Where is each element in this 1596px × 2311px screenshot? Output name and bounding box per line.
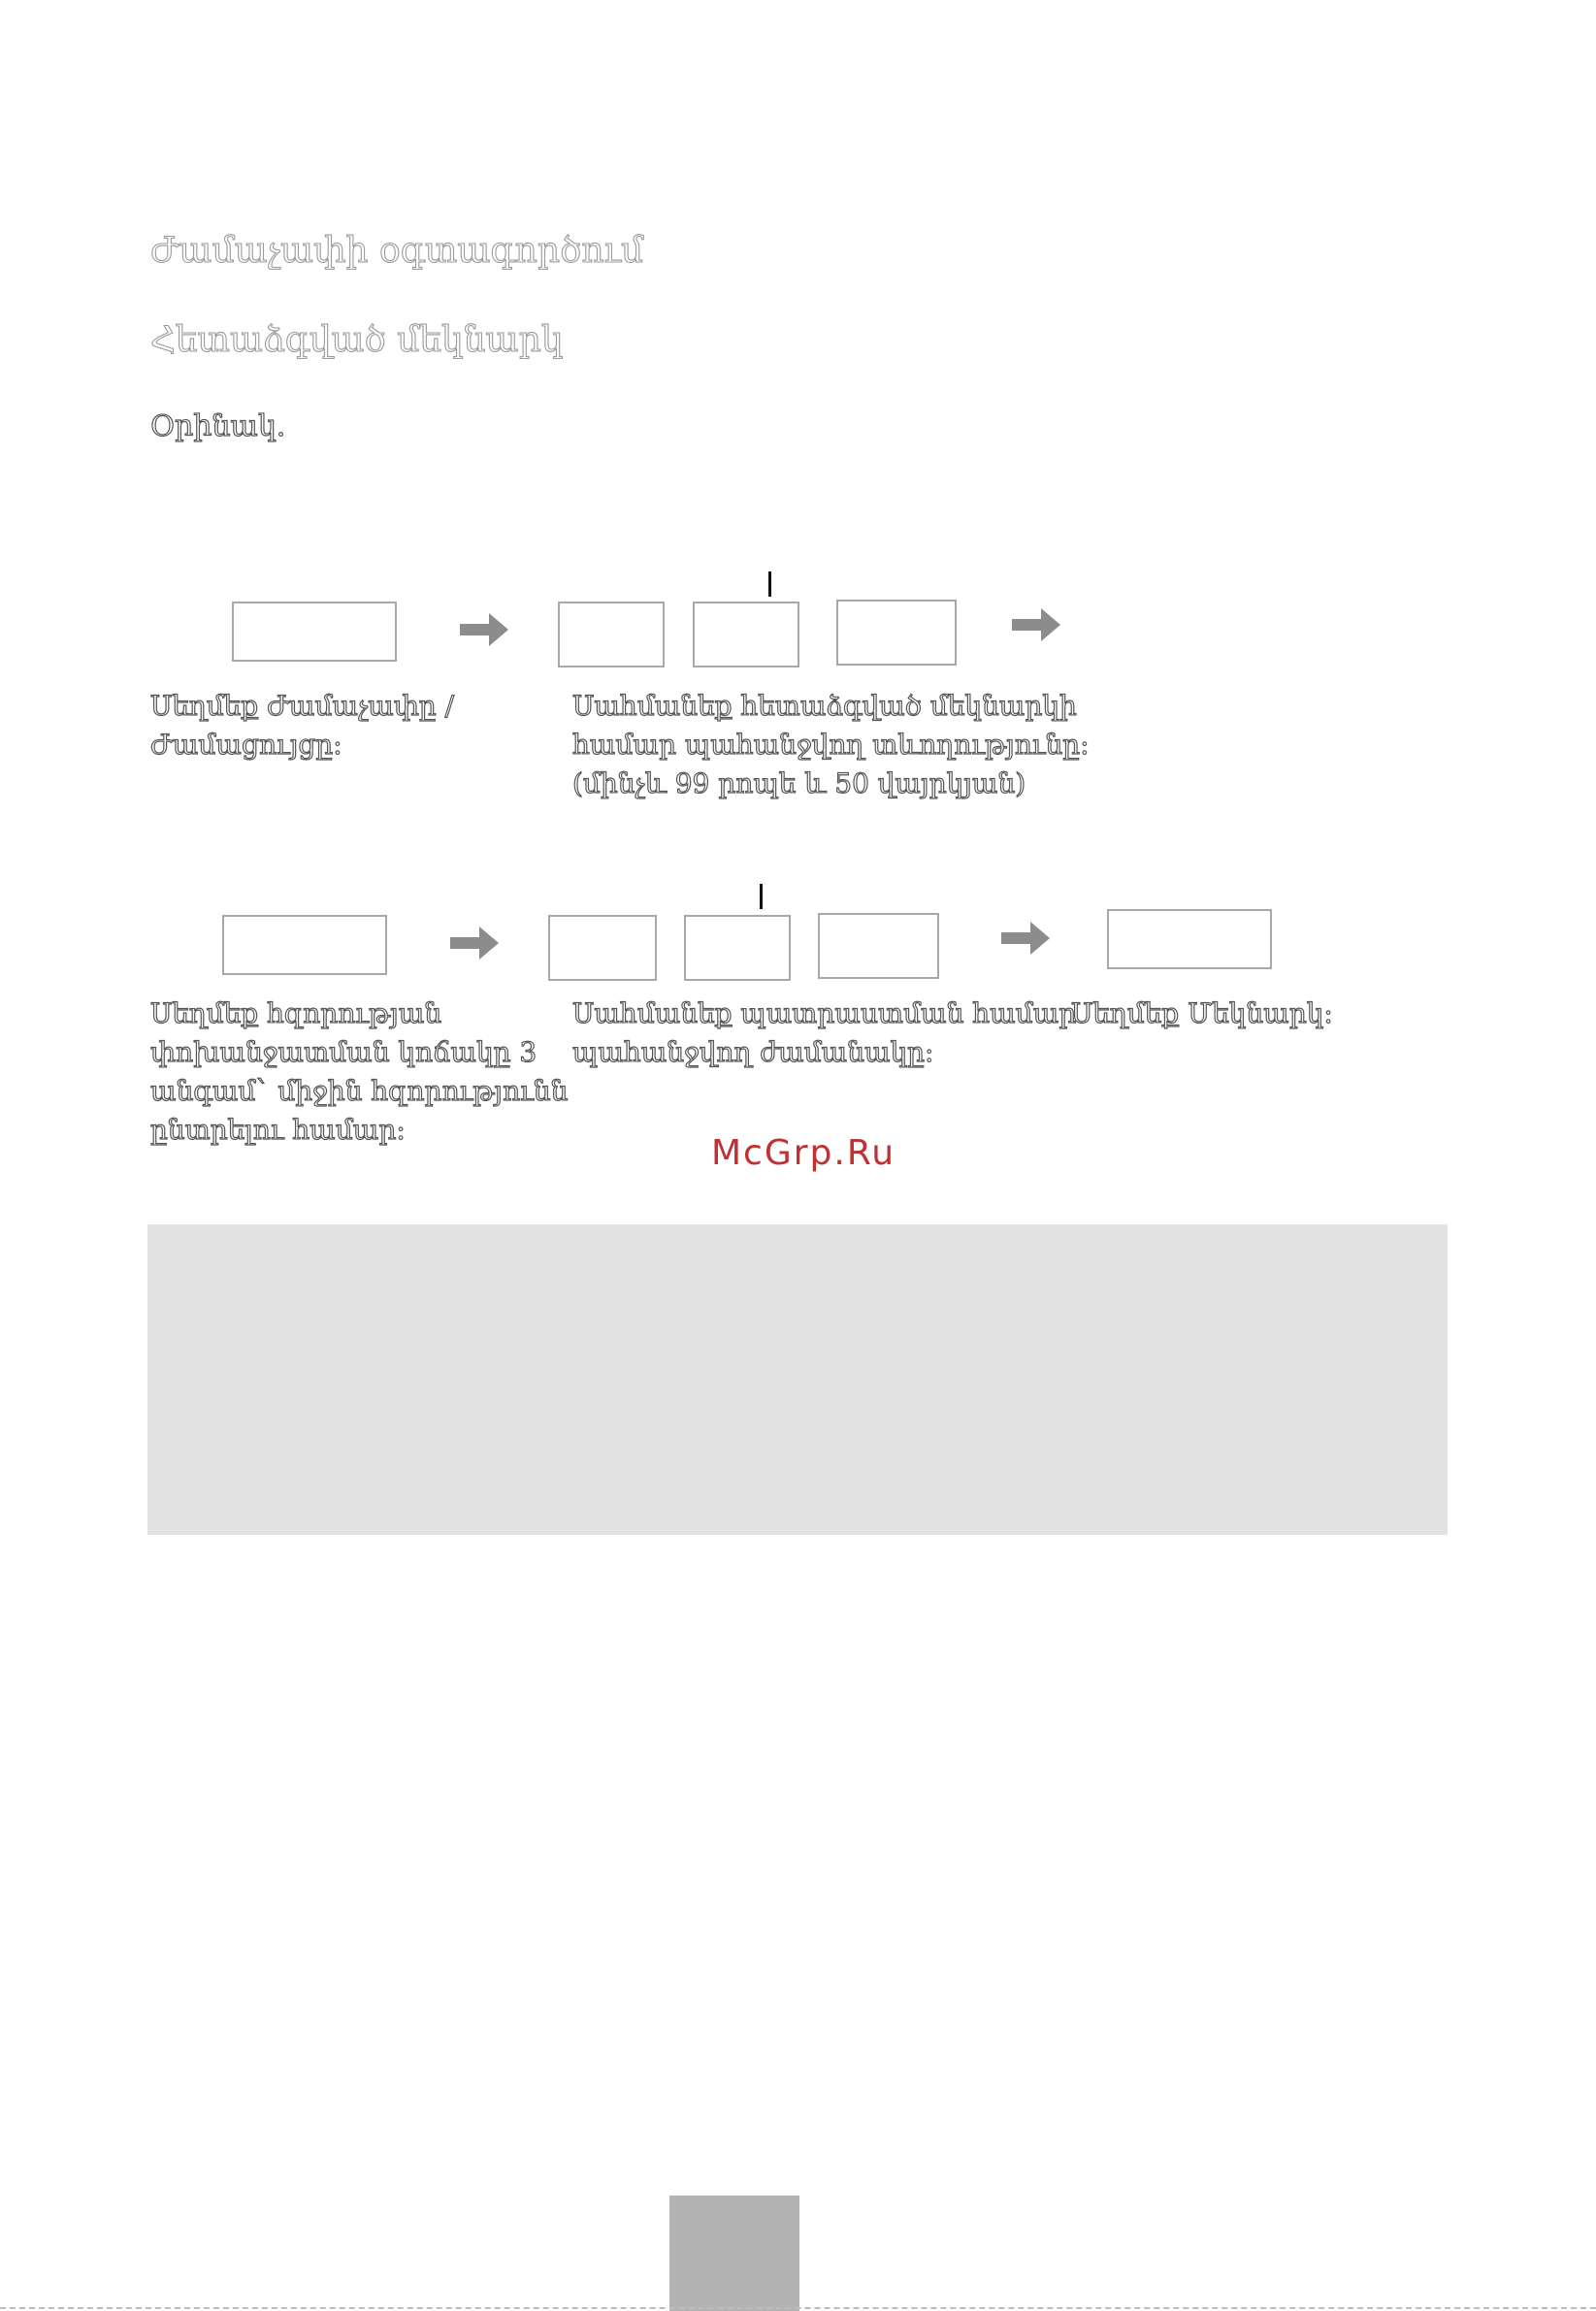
power-button-illustration xyxy=(222,915,387,975)
row2-step1-caption xyxy=(150,994,568,1150)
dial-illustration-2 xyxy=(693,602,799,667)
page-edge-divider xyxy=(0,2307,1596,2309)
caption-line: Ժամացույցը: xyxy=(150,729,342,761)
row2-step2-caption xyxy=(572,994,1076,1072)
note-panel xyxy=(147,1224,1448,1535)
dial-illustration-3 xyxy=(548,915,657,981)
timer-button-illustration xyxy=(232,602,397,662)
arrow-right-icon xyxy=(1001,922,1052,955)
dial-illustration-1 xyxy=(558,602,665,667)
example-label: Օրինակ. xyxy=(150,409,286,443)
caption-line: անգամ` միջին հզորությունն xyxy=(150,1075,569,1107)
caption-line: ընտրելու համար: xyxy=(150,1114,406,1146)
caption-line: պահանջվող ժամանակը: xyxy=(572,1036,934,1068)
caption-line: համար պահանջվող տևողությունը: xyxy=(572,729,1090,761)
cursor-marker xyxy=(760,884,763,909)
row1-step1-caption xyxy=(150,687,454,765)
caption-line: փոխանջատման կոճակը 3 xyxy=(150,1036,537,1068)
row2-step3-caption xyxy=(1071,994,1333,1033)
page-number-tab xyxy=(669,2196,799,2311)
caption-line: Սահմանեք պատրաստման համար xyxy=(572,997,1077,1029)
watermark: McGrp.Ru xyxy=(710,1133,896,1173)
row1-step2-caption xyxy=(572,687,1090,803)
section-title: Ժամաչափի օգտագործում xyxy=(150,231,644,271)
subsection-title: Հետաձգված մեկնարկ xyxy=(150,320,564,360)
caption-line: Սեղմեք հզորության xyxy=(150,997,442,1029)
arrow-right-icon xyxy=(460,613,510,646)
cursor-marker xyxy=(768,571,771,597)
caption-line: Սահմանեք հետաձգված մեկնարկի xyxy=(572,690,1077,722)
arrow-right-icon xyxy=(1012,608,1062,641)
display-illustration xyxy=(836,600,957,666)
start-button-illustration xyxy=(1107,909,1272,969)
arrow-right-icon xyxy=(450,927,501,960)
display-illustration-2 xyxy=(818,913,939,979)
dial-illustration-4 xyxy=(684,915,791,981)
caption-line: Սեղմեք Ժամաչափը / xyxy=(150,690,455,722)
caption-line: (մինչև 99 րոպե և 50 վայրկյան) xyxy=(572,767,1026,799)
caption-line: Սեղմեք Մեկնարկ: xyxy=(1071,997,1333,1029)
